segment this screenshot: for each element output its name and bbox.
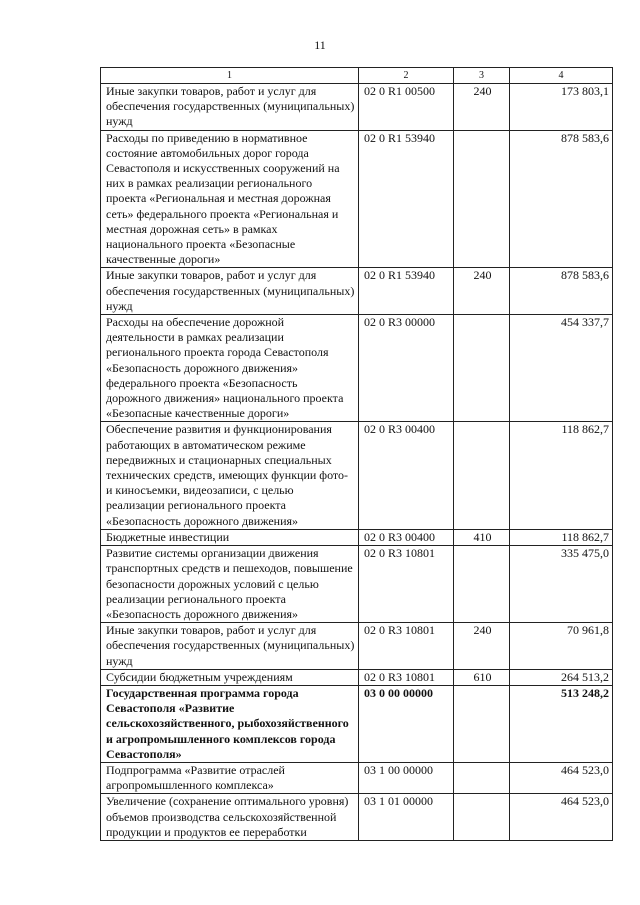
table-row (101, 268, 613, 315)
table-row (101, 529, 613, 545)
row-code: 03 1 00 00000 (359, 762, 454, 793)
column-header-code: 2 (359, 68, 454, 84)
row-kind: 240 (454, 268, 510, 315)
row-kind: 240 (454, 84, 510, 131)
row-kind: 240 (454, 623, 510, 670)
row-kind: 410 (454, 529, 510, 545)
row-code: 02 0 R3 00400 (359, 529, 454, 545)
row-name: Обеспечение развития и функционирования работающих в автоматическом режиме передвижных и стационарных специальных технических средств, имеющих функции фото- и киносъемки, видеозаписи, с целью реализации регионального проекта «Безопасность дорожного движения» (101, 422, 359, 529)
row-name: Иные закупки товаров, работ и услуг для обеспечения государственных (муниципальных) нужд (101, 84, 359, 131)
column-header-amount: 4 (510, 68, 613, 84)
row-amount: 70 961,8 (510, 623, 613, 670)
row-code: 02 0 R1 53940 (359, 130, 454, 268)
row-kind (454, 794, 510, 841)
row-name: Подпрограмма «Развитие отраслей агропромышленного комплекса» (101, 762, 359, 793)
row-amount: 173 803,1 (510, 84, 613, 131)
row-kind (454, 546, 510, 623)
row-code: 03 0 00 00000 (359, 685, 454, 762)
row-code: 02 0 R3 10801 (359, 669, 454, 685)
table-row (101, 422, 613, 529)
row-kind (454, 762, 510, 793)
table-row (101, 762, 613, 793)
table-row (101, 315, 613, 422)
row-name: Расходы по приведению в нормативное состояние автомобильных дорог города Севастополя и искусственных сооружений на них в рамках реализации регионального проекта «Региональная и местная дорожная сеть» федерального проекта «Региональная и местная дорожная сеть» в рамках национального проекта «Безопасные качественные дороги» (101, 130, 359, 268)
table-row (101, 84, 613, 131)
row-amount: 118 862,7 (510, 529, 613, 545)
row-name: Субсидии бюджетным учреждениям (101, 669, 359, 685)
row-kind (454, 315, 510, 422)
row-code: 02 0 R3 10801 (359, 623, 454, 670)
row-name: Государственная программа города Севастополя «Развитие сельскохозяйственного, рыбохозяйственного и агропромышленного комплексов города Севастополя» (101, 685, 359, 762)
row-name: Расходы на обеспечение дорожной деятельности в рамках реализации регионального проекта города Севастополя «Безопасность дорожного движения» федерального проекта «Безопасность дорожного движения» национального проекта «Безопасные качественные дороги» (101, 315, 359, 422)
table-row (101, 669, 613, 685)
row-amount: 264 513,2 (510, 669, 613, 685)
table-row (101, 623, 613, 670)
row-code: 03 1 01 00000 (359, 794, 454, 841)
column-header-kind: 3 (454, 68, 510, 84)
row-amount: 335 475,0 (510, 546, 613, 623)
row-name: Развитие системы организации движения транспортных средств и пешеходов, повышение безопасности дорожных условий с целью реализации регионального проекта «Безопасность дорожного движения» (101, 546, 359, 623)
table-header-row (101, 68, 613, 84)
row-amount: 464 523,0 (510, 794, 613, 841)
row-amount: 118 862,7 (510, 422, 613, 529)
row-code: 02 0 R1 53940 (359, 268, 454, 315)
budget-table (100, 67, 613, 841)
table-row-program (101, 685, 613, 762)
row-name: Увеличение (сохранение оптимального уровня) объемов производства сельскохозяйственной продукции и продуктов ее переработки (101, 794, 359, 841)
page-number: 11 (314, 38, 326, 52)
table-row (101, 546, 613, 623)
row-kind (454, 130, 510, 268)
row-code: 02 0 R1 00500 (359, 84, 454, 131)
row-amount: 878 583,6 (510, 268, 613, 315)
row-amount: 454 337,7 (510, 315, 613, 422)
table-row (101, 130, 613, 268)
column-header-name: 1 (101, 68, 359, 84)
row-amount: 878 583,6 (510, 130, 613, 268)
row-code: 02 0 R3 00400 (359, 422, 454, 529)
row-kind (454, 422, 510, 529)
row-kind (454, 685, 510, 762)
row-amount: 464 523,0 (510, 762, 613, 793)
row-amount: 513 248,2 (510, 685, 613, 762)
table-row (101, 794, 613, 841)
row-code: 02 0 R3 10801 (359, 546, 454, 623)
row-name: Бюджетные инвестиции (101, 529, 359, 545)
row-name: Иные закупки товаров, работ и услуг для обеспечения государственных (муниципальных) нужд (101, 623, 359, 670)
row-kind: 610 (454, 669, 510, 685)
row-code: 02 0 R3 00000 (359, 315, 454, 422)
row-name: Иные закупки товаров, работ и услуг для обеспечения государственных (муниципальных) нужд (101, 268, 359, 315)
